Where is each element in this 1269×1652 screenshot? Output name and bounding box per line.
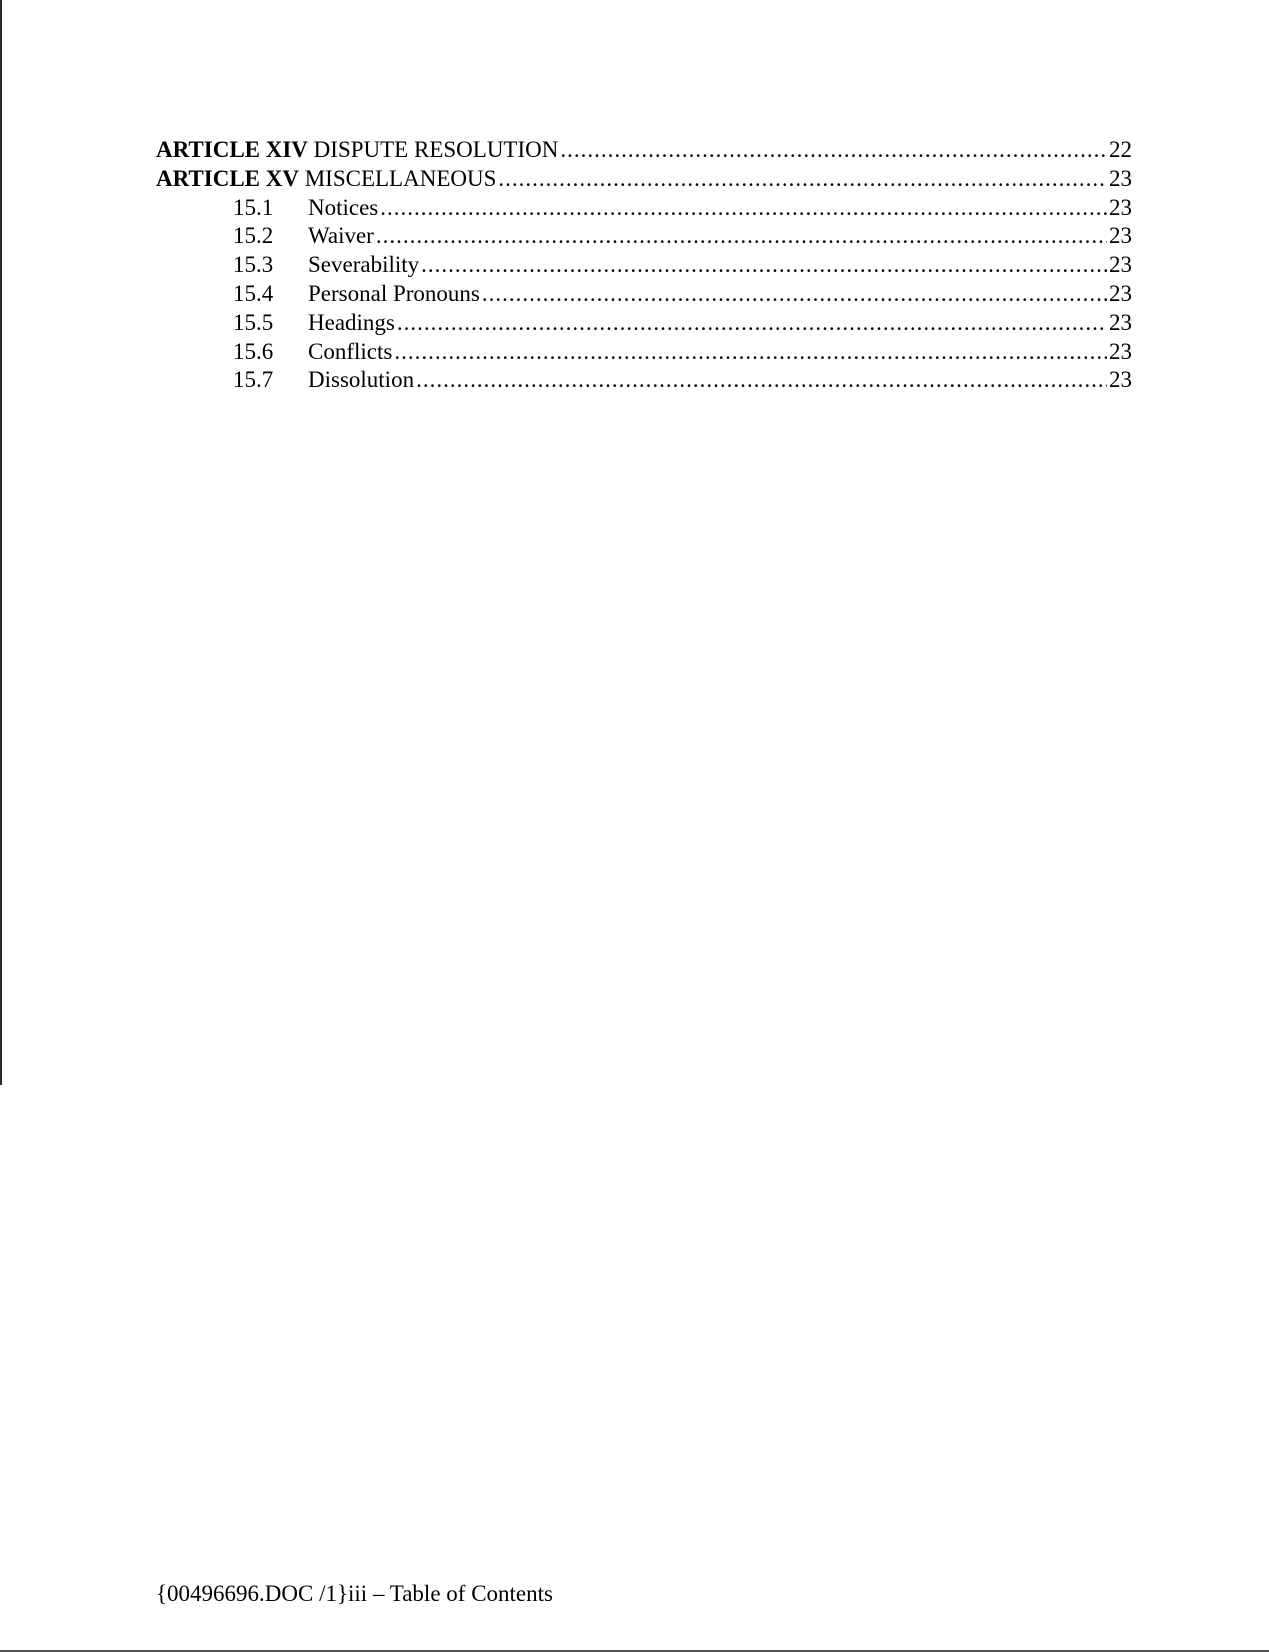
toc-section-number: 15.5: [233, 309, 274, 335]
toc-dot-leader: [376, 222, 1107, 251]
toc-section-title: Conflicts: [308, 338, 393, 364]
toc-dot-leader: [498, 165, 1107, 194]
toc-section-row[interactable]: [156, 251, 1132, 280]
toc-section-number: 15.3: [233, 252, 274, 278]
toc-page-number: 23: [1109, 194, 1132, 220]
toc-page-number: 23: [1109, 223, 1132, 249]
toc-section-title: Severability: [308, 252, 420, 278]
toc-section-number: 15.7: [233, 367, 274, 393]
toc-section-number: 15.2: [233, 223, 274, 249]
scan-left-edge: [0, 0, 2, 1085]
toc-section-title: Notices: [308, 194, 379, 220]
page-footer: {00496696.DOC /1}iii – Table of Contents: [156, 1581, 553, 1606]
toc-section-number: 15.6: [233, 338, 274, 364]
toc-section-title: Headings: [308, 309, 395, 335]
toc-section-number: 15.4: [233, 280, 274, 306]
table-of-contents: [156, 136, 1132, 395]
toc-page-number: 23: [1109, 367, 1132, 393]
toc-section-number: 15.1: [233, 194, 274, 220]
toc-section-title: Waiver: [308, 223, 374, 249]
toc-page-number: 23: [1109, 280, 1132, 306]
toc-page-number: 22: [1109, 137, 1132, 162]
toc-section-row[interactable]: [156, 338, 1132, 367]
toc-dot-leader: [380, 194, 1107, 223]
toc-dot-leader: [560, 136, 1107, 165]
toc-article-title: MISCELLANEOUS: [304, 165, 497, 191]
toc-dot-leader: [397, 309, 1107, 338]
toc-article-row[interactable]: [156, 136, 1132, 165]
toc-article-heading: [156, 165, 496, 194]
toc-section-title: Dissolution: [308, 367, 415, 393]
toc-dot-leader: [482, 280, 1107, 309]
toc-section-title: Personal Pronouns: [308, 280, 480, 306]
toc-article-title: DISPUTE RESOLUTION: [313, 137, 559, 162]
toc-article-heading: [156, 136, 558, 165]
toc-article-label: ARTICLE XIV: [156, 137, 308, 162]
toc-section-row[interactable]: [156, 366, 1132, 395]
toc-page-number: 23: [1109, 309, 1132, 335]
toc-page-number: 23: [1109, 338, 1132, 364]
toc-article-label: ARTICLE XV: [156, 165, 299, 191]
toc-section-row[interactable]: [156, 222, 1132, 251]
toc-page-number: 23: [1109, 165, 1132, 191]
toc-dot-leader: [416, 366, 1107, 395]
toc-section-row[interactable]: [156, 309, 1132, 338]
toc-page-number: 23: [1109, 252, 1132, 278]
toc-article-row[interactable]: [156, 165, 1132, 194]
toc-section-row[interactable]: [156, 280, 1132, 309]
toc-dot-leader: [421, 251, 1107, 280]
toc-dot-leader: [394, 338, 1107, 367]
toc-section-row[interactable]: [156, 194, 1132, 223]
